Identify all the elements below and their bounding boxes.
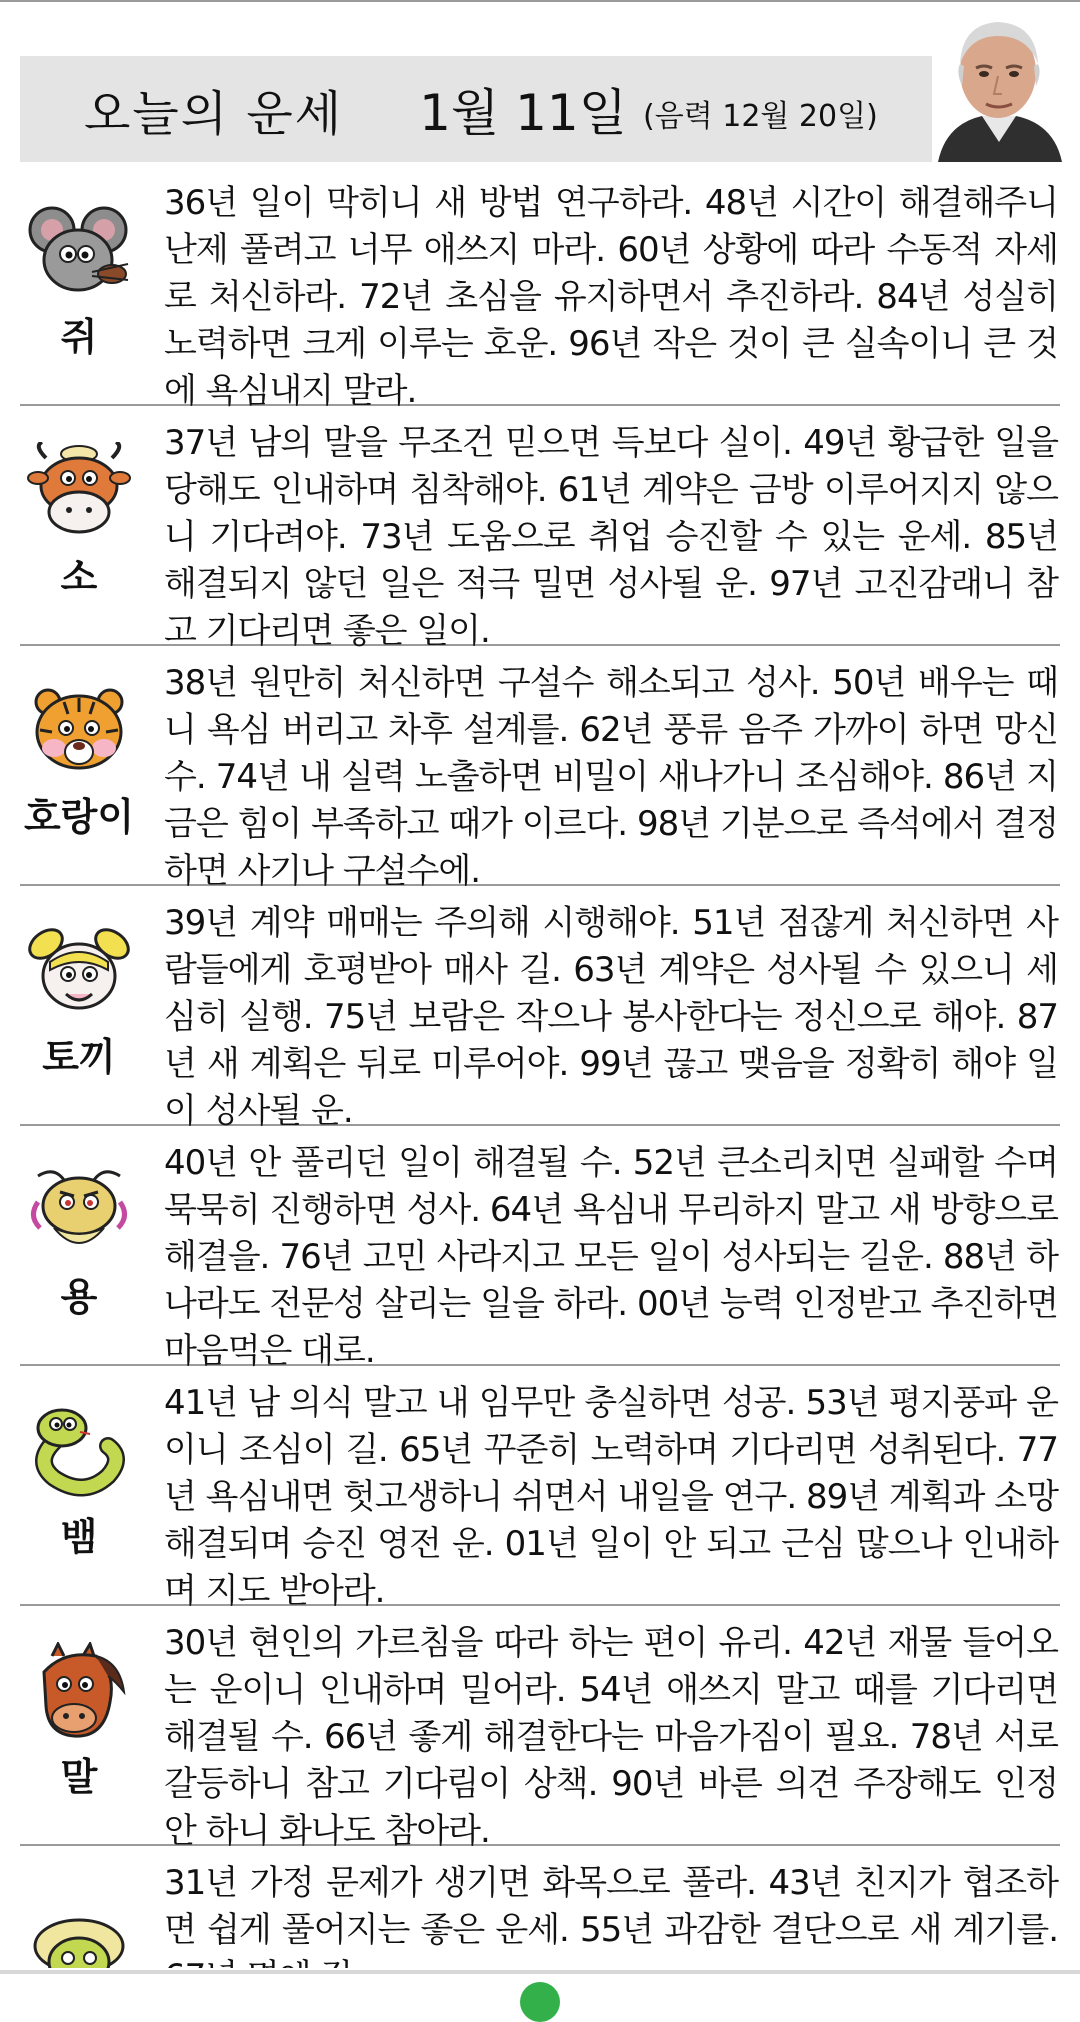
animal-name-tiger: 호랑이 [23, 795, 135, 839]
fortune-text: 40년 안 풀리던 일이 해결될 수. 52년 큰소리치면 실패할 수며 묵묵히 진행하면 성사. 64년 욕심내 무리하지 말고 새 방향으로 해결을. 76년 고민 사라지고 모든 일이 성사되는 길운. 88년 하나라도 전문성 살리는 일을 하라. 00년 능력 인정받고 추진하면 마음먹은 대로. [164, 1143, 1058, 1371]
fortune-text: 41년 남 의식 말고 내 임무만 충실하면 성공. 53년 평지풍파 운이니 조심이 길. 65년 꾸준히 노력하며 기다리면 성취된다. 77년 욕심내면 헛고생하니 쉬면서 내일을 연구. 89년 계획과 소망 해결되며 승진 영전 운. 01년 일이 안 되고 근심 많으나 인내하며 지도 받아라. [164, 1383, 1058, 1611]
fortune-text: 30년 현인의 가르침을 따라 하는 편이 유리. 42년 재물 들어오는 운이니 인내하며 밀어라. 54년 애쓰지 말고 때를 기다리면 해결될 수. 66년 좋게 해결한다는 마음가짐이 필요. 78년 서로 갈등하니 참고 기다림이 상책. 90년 바른 의견 주장해도 인정 안 하니 화나도 참아라. [164, 1623, 1058, 1851]
top-divider [0, 0, 1080, 2]
dragon-icon [24, 1162, 134, 1262]
animal-name-ox: 소 [60, 555, 98, 599]
animal-name-snake: 뱀 [60, 1515, 98, 1559]
bottom-scroll-bar [0, 1970, 1080, 1974]
animal-name-dragon: 용 [60, 1275, 98, 1319]
floating-action-button[interactable] [520, 1982, 560, 2022]
fortune-entry-snake [20, 1366, 1060, 1611]
lunar-date-label: (음력 12월 20일) [643, 99, 878, 134]
fortune-entry-rat [20, 166, 1060, 411]
fortune-entry-dragon [20, 1126, 1060, 1371]
fortune-header [20, 56, 938, 162]
fortune-text: 39년 계약 매매는 주의해 시행해야. 51년 점잖게 처신하면 사람들에게 호평받아 매사 길. 63년 계약은 성사될 수 있으니 세심히 실행. 75년 보람은 작으나 봉사한다는 정신으로 해야. 87년 새 계획은 뒤로 미루어야. 99년 끊고 맺음을 정확히 해야 일이 성사될 운. [164, 903, 1059, 1131]
fortune-entry-tiger [20, 646, 1060, 891]
fortune-text: 38년 원만히 처신하면 구설수 해소되고 성사. 50년 배우는 때니 욕심 버리고 차후 설계를. 62년 풍류 음주 가까이 하면 망신수. 74년 내 실력 노출하면 비밀이 새나가니 조심해야. 86년 지금은 힘이 부족하고 때가 이르다. 98년 기분으로 즉석에서 결정하면 사기나 구설수에. [164, 663, 1058, 891]
horse-icon [24, 1642, 134, 1742]
fortune-text: 31년 가정 문제가 생기면 화목으로 풀라. 43년 친지가 협조하면 쉽게 풀어지는 좋은 운세. 55년 과감한 결단으로 새 계기를. [164, 1863, 1058, 1950]
fortune-entry-horse [20, 1606, 1060, 1851]
date-label: 1월 11일 [419, 84, 628, 142]
author-portrait [932, 12, 1066, 162]
rabbit-icon [24, 922, 134, 1022]
fortune-text: 37년 남의 말을 무조건 믿으면 득보다 실이. 49년 황급한 일을 당해도 인내하며 침착해야. 61년 계약은 금방 이루어지지 않으니 기다려야. 73년 도움으로 취업 승진할 수 있는 운세. 85년 해결되지 않던 일은 적극 밀면 성사될 운. 97년 고진감래니 참고 기다리면 좋은 일이. [164, 423, 1058, 651]
fortune-entry-ox [20, 406, 1060, 651]
fortune-list [20, 166, 1060, 2006]
animal-name-rabbit: 토끼 [42, 1035, 116, 1079]
fortune-text: 36년 일이 막히니 새 방법 연구하라. 48년 시간이 해결해주니 난제 풀려고 너무 애쓰지 마라. 60년 상황에 따라 수동적 자세로 처신하라. 72년 초심을 유지하면서 추진하라. 84년 성실히 노력하면 크게 이루는 호운. 96년 작은 것이 큰 실속이니 큰 것에 욕심내지 말라. [164, 183, 1058, 411]
animal-name-rat: 쥐 [60, 315, 98, 359]
ox-icon [24, 442, 134, 542]
animal-name-horse: 말 [60, 1755, 98, 1799]
snake-icon [24, 1402, 134, 1502]
tiger-icon [24, 682, 134, 782]
page-title: 오늘의 운세 [84, 85, 344, 142]
fortune-entry-rabbit [20, 886, 1060, 1131]
rat-icon [24, 202, 134, 302]
